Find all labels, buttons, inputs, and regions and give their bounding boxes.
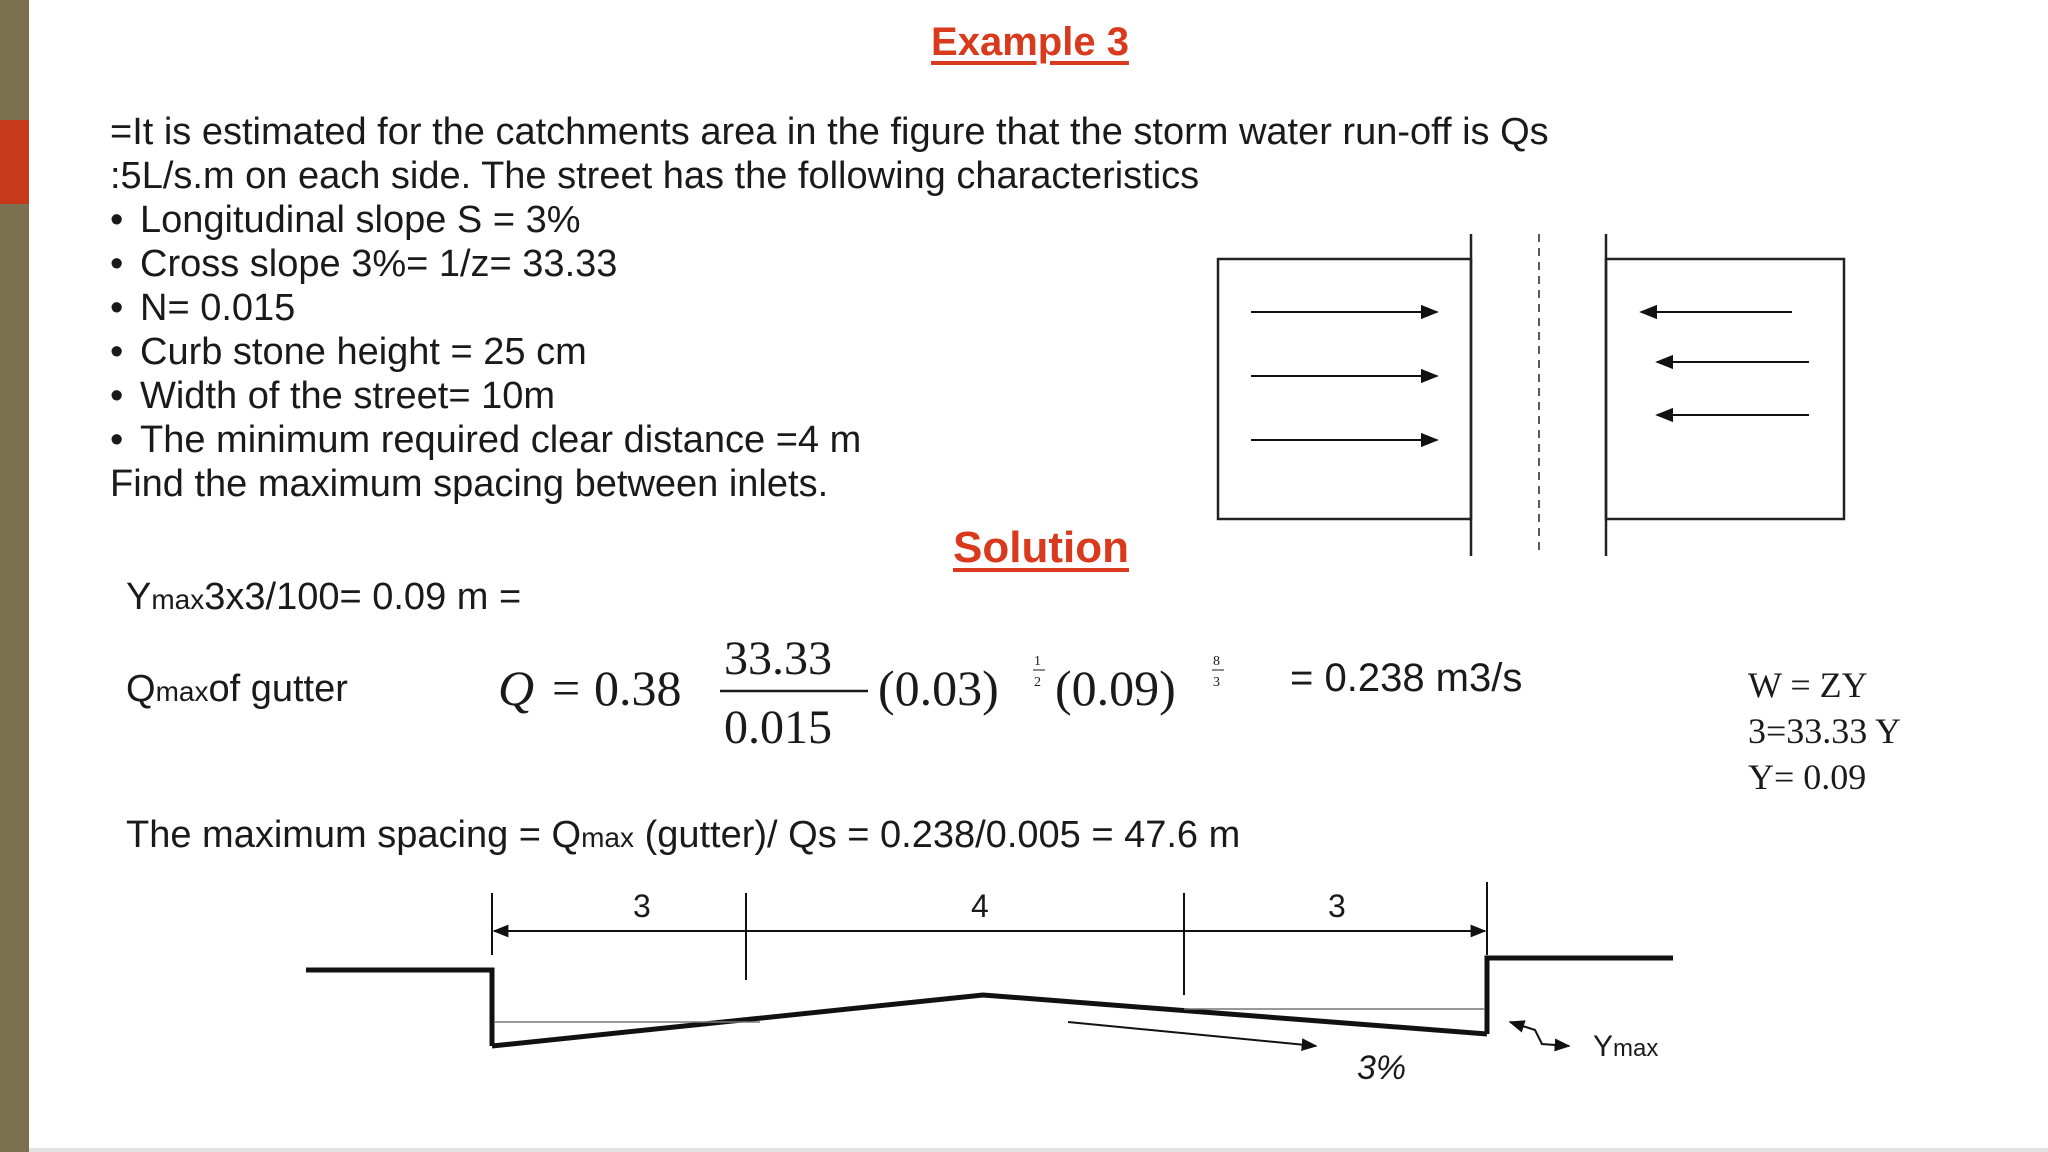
slide-title: Example 3 [931,20,1129,64]
exponent-1-numerator: 1 [1034,654,1041,669]
left-sidewalk-curb [306,970,492,1046]
exponent-2-denominator: 3 [1213,675,1220,690]
dimension-label: 4 [971,888,989,924]
formula-lhs: Q [498,660,535,716]
exponent-1-denominator: 2 [1034,675,1041,690]
list-item: • Longitudinal slope S = 3% [110,199,581,241]
ymax-pointer [1510,1022,1569,1046]
list-item: • Curb stone height = 25 cm [110,331,587,373]
list-item: • Width of the street= 10m [110,375,556,417]
dimension-label: 3 [633,888,651,924]
calc-line: 3=33.33 Y [1748,711,1901,751]
list-item: • Cross slope 3%= 1/z= 33.33 [110,243,618,285]
formula-term-1: (0.03) [878,660,999,716]
ymax-line: Ymax3x3/100= 0.09 m = [126,576,522,618]
question: Find the maximum spacing between inlets. [110,463,829,505]
qmax-label: Qmaxof gutter [126,668,348,710]
list-item: • N= 0.015 [110,287,296,329]
intro-line-1: =It is estimated for the catchments area in the figure that the storm water run-off is Qs [110,111,1549,153]
formula-term-2: (0.09) [1055,660,1176,716]
dimension-label: 3 [1328,888,1346,924]
list-item: • The minimum required clear distance =4 m [110,419,862,461]
formula-coefficient: 0.38 [594,660,682,716]
formula-numerator: 33.33 [724,632,832,685]
intro-line-2: :5L/s.m on each side. The street has the following characteristics [110,155,1200,197]
road-surface [492,995,1487,1046]
exponent-2-numerator: 8 [1213,654,1220,669]
solution-title: Solution [953,523,1129,572]
calc-line: Y= 0.09 [1748,757,1867,797]
spacing-line: The maximum spacing = Qmax (gutter)/ Qs = 0.238/0.005 = 47.6 m [126,814,1241,856]
slope-label: 3% [1357,1049,1407,1087]
formula-equals: = [552,660,581,716]
formula-denominator: 0.015 [724,701,832,754]
flow-result: = 0.238 m3/s [1290,656,1523,700]
calc-line: W = ZY [1748,665,1868,705]
slope-arrow [1068,1022,1316,1046]
ymax-label: Ymax [1593,1030,1659,1063]
